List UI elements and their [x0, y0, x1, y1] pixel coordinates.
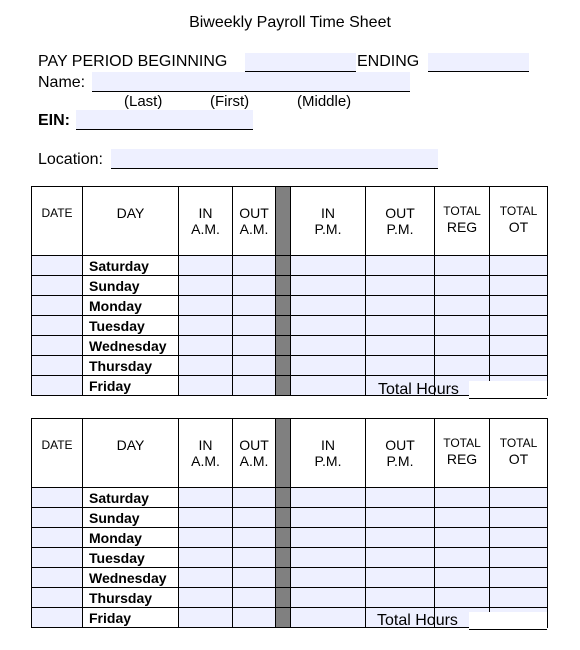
- ein-field[interactable]: [76, 110, 253, 130]
- out-pm-cell[interactable]: [366, 296, 435, 316]
- name-label: Name:: [38, 74, 86, 91]
- out-am-cell[interactable]: [233, 608, 276, 628]
- in-pm-cell[interactable]: [291, 488, 366, 508]
- total-ot-cell[interactable]: [490, 356, 548, 376]
- col-day: DAY: [83, 419, 179, 488]
- date-cell[interactable]: [32, 588, 83, 608]
- in-am-cell[interactable]: [179, 336, 233, 356]
- out-am-cell[interactable]: [233, 276, 276, 296]
- in-am-cell[interactable]: [179, 608, 233, 628]
- in-am-cell[interactable]: [179, 568, 233, 588]
- date-cell[interactable]: [32, 316, 83, 336]
- separator-cell: [276, 528, 291, 548]
- date-cell[interactable]: [32, 568, 83, 588]
- table-header-row: [32, 187, 548, 256]
- in-pm-cell[interactable]: [291, 568, 366, 588]
- name-first-label: (First): [210, 93, 250, 110]
- location-field[interactable]: [111, 149, 438, 169]
- in-pm-cell[interactable]: [291, 508, 366, 528]
- col-total-reg: TOTAL REG: [435, 187, 490, 256]
- total-reg-cell[interactable]: [435, 256, 490, 276]
- separator-cell: [276, 548, 291, 568]
- total-ot-cell[interactable]: [490, 548, 548, 568]
- in-pm-cell[interactable]: [291, 356, 366, 376]
- table-row: [32, 568, 548, 588]
- total-reg-cell[interactable]: [435, 568, 490, 588]
- total-reg-cell[interactable]: [435, 548, 490, 568]
- separator-cell: [276, 608, 291, 628]
- in-pm-cell[interactable]: [291, 608, 366, 628]
- day-label: Wednesday: [83, 568, 179, 588]
- page-title: Biweekly Payroll Time Sheet: [189, 14, 391, 31]
- out-pm-cell[interactable]: [366, 276, 435, 296]
- out-am-cell[interactable]: [233, 548, 276, 568]
- in-pm-cell[interactable]: [291, 256, 366, 276]
- out-pm-cell[interactable]: [366, 548, 435, 568]
- total-reg-cell[interactable]: [435, 316, 490, 336]
- timesheet-table-week-1: [31, 186, 548, 396]
- table-row: [32, 488, 548, 508]
- separator-cell: [276, 276, 291, 296]
- total-ot-cell[interactable]: [490, 316, 548, 336]
- out-pm-cell[interactable]: [366, 488, 435, 508]
- date-cell[interactable]: [32, 256, 83, 276]
- in-am-cell[interactable]: [179, 376, 233, 396]
- date-cell[interactable]: [32, 608, 83, 628]
- total-hours-label-week-1: Total Hours: [378, 381, 459, 398]
- timesheet-table-week-2: [31, 418, 548, 628]
- separator-cell: [276, 376, 291, 396]
- out-am-cell[interactable]: [233, 336, 276, 356]
- in-am-cell[interactable]: [179, 296, 233, 316]
- out-pm-cell[interactable]: [366, 588, 435, 608]
- col-total-reg: TOTAL REG: [435, 419, 490, 488]
- separator-cell: [276, 588, 291, 608]
- total-hours-field-week-2[interactable]: [469, 612, 547, 630]
- in-am-cell[interactable]: [179, 488, 233, 508]
- out-pm-cell[interactable]: [366, 356, 435, 376]
- out-am-cell[interactable]: [233, 356, 276, 376]
- table-row: [32, 256, 548, 276]
- date-cell[interactable]: [32, 296, 83, 316]
- day-label: Friday: [83, 608, 179, 628]
- date-cell[interactable]: [32, 336, 83, 356]
- name-middle-label: (Middle): [297, 93, 352, 110]
- col-out-pm: OUT P.M.: [366, 419, 435, 488]
- out-pm-cell[interactable]: [366, 256, 435, 276]
- out-pm-cell[interactable]: [366, 508, 435, 528]
- day-label: Sunday: [83, 276, 179, 296]
- col-in-am: IN A.M.: [179, 419, 233, 488]
- col-day: DAY: [83, 187, 179, 256]
- out-pm-cell[interactable]: [366, 568, 435, 588]
- ein-label: EIN:: [38, 112, 70, 129]
- col-out-am: OUT A.M.: [233, 419, 276, 488]
- total-ot-cell[interactable]: [490, 256, 548, 276]
- out-am-cell[interactable]: [233, 376, 276, 396]
- in-pm-cell[interactable]: [291, 528, 366, 548]
- total-reg-cell[interactable]: [435, 296, 490, 316]
- in-pm-cell[interactable]: [291, 296, 366, 316]
- day-label: Saturday: [83, 256, 179, 276]
- out-am-cell[interactable]: [233, 256, 276, 276]
- date-cell[interactable]: [32, 548, 83, 568]
- day-label: Saturday: [83, 488, 179, 508]
- day-label: Wednesday: [83, 336, 179, 356]
- table-row: [32, 548, 548, 568]
- in-pm-cell[interactable]: [291, 548, 366, 568]
- col-total-ot: TOTAL OT: [490, 187, 548, 256]
- in-am-cell[interactable]: [179, 548, 233, 568]
- in-am-cell[interactable]: [179, 588, 233, 608]
- pay-period-end-field[interactable]: [428, 53, 529, 72]
- total-ot-cell[interactable]: [490, 508, 548, 528]
- column-separator: [276, 419, 291, 488]
- date-cell[interactable]: [32, 356, 83, 376]
- in-pm-cell[interactable]: [291, 376, 366, 396]
- in-am-cell[interactable]: [179, 356, 233, 376]
- total-reg-cell[interactable]: [435, 336, 490, 356]
- out-pm-cell[interactable]: [366, 316, 435, 336]
- out-am-cell[interactable]: [233, 488, 276, 508]
- total-reg-cell[interactable]: [435, 588, 490, 608]
- table-row: [32, 528, 548, 548]
- out-pm-cell[interactable]: [366, 528, 435, 548]
- in-am-cell[interactable]: [179, 276, 233, 296]
- out-am-cell[interactable]: [233, 588, 276, 608]
- out-am-cell[interactable]: [233, 508, 276, 528]
- col-out-am: OUT A.M.: [233, 187, 276, 256]
- separator-cell: [276, 256, 291, 276]
- in-pm-cell[interactable]: [291, 316, 366, 336]
- total-reg-cell[interactable]: [435, 356, 490, 376]
- total-ot-cell[interactable]: [490, 276, 548, 296]
- date-cell[interactable]: [32, 528, 83, 548]
- table-header-row: [32, 419, 548, 488]
- total-hours-field-week-1[interactable]: [469, 381, 547, 399]
- in-pm-cell[interactable]: [291, 336, 366, 356]
- table-row: [32, 508, 548, 528]
- table-row: [32, 296, 548, 316]
- date-cell[interactable]: [32, 376, 83, 396]
- date-cell[interactable]: [32, 488, 83, 508]
- date-cell[interactable]: [32, 508, 83, 528]
- table-row: [32, 356, 548, 376]
- name-field[interactable]: [92, 72, 410, 92]
- col-in-pm: IN P.M.: [291, 187, 366, 256]
- total-hours-label-week-2: Total Hours: [377, 612, 458, 629]
- col-date: DATE: [32, 419, 83, 488]
- day-label: Monday: [83, 296, 179, 316]
- day-label: Tuesday: [83, 316, 179, 336]
- column-separator: [276, 187, 291, 256]
- total-ot-cell[interactable]: [490, 588, 548, 608]
- in-am-cell[interactable]: [179, 508, 233, 528]
- col-out-pm: OUT P.M.: [366, 187, 435, 256]
- ending-label: ENDING: [357, 53, 420, 70]
- day-label: Thursday: [83, 356, 179, 376]
- day-label: Sunday: [83, 508, 179, 528]
- out-am-cell[interactable]: [233, 296, 276, 316]
- separator-cell: [276, 336, 291, 356]
- name-last-label: (Last): [124, 93, 163, 110]
- total-ot-cell[interactable]: [490, 568, 548, 588]
- out-am-cell[interactable]: [233, 568, 276, 588]
- separator-cell: [276, 488, 291, 508]
- total-ot-cell[interactable]: [490, 336, 548, 356]
- in-pm-cell[interactable]: [291, 588, 366, 608]
- day-label: Monday: [83, 528, 179, 548]
- location-label: Location:: [38, 151, 103, 168]
- in-am-cell[interactable]: [179, 256, 233, 276]
- table-row: [32, 336, 548, 356]
- separator-cell: [276, 568, 291, 588]
- total-reg-cell[interactable]: [435, 528, 490, 548]
- col-in-am: IN A.M.: [179, 187, 233, 256]
- in-am-cell[interactable]: [179, 316, 233, 336]
- table-row: [32, 276, 548, 296]
- total-reg-cell[interactable]: [435, 488, 490, 508]
- separator-cell: [276, 356, 291, 376]
- table-row: [32, 316, 548, 336]
- col-in-pm: IN P.M.: [291, 419, 366, 488]
- total-ot-cell[interactable]: [490, 296, 548, 316]
- total-ot-cell[interactable]: [490, 488, 548, 508]
- total-reg-cell[interactable]: [435, 508, 490, 528]
- separator-cell: [276, 296, 291, 316]
- separator-cell: [276, 316, 291, 336]
- day-label: Tuesday: [83, 548, 179, 568]
- col-date: DATE: [32, 187, 83, 256]
- in-pm-cell[interactable]: [291, 276, 366, 296]
- pay-period-begin-field[interactable]: [245, 53, 356, 72]
- table-row: [32, 588, 548, 608]
- separator-cell: [276, 508, 291, 528]
- out-am-cell[interactable]: [233, 316, 276, 336]
- total-reg-cell[interactable]: [435, 276, 490, 296]
- day-label: Thursday: [83, 588, 179, 608]
- col-total-ot: TOTAL OT: [490, 419, 548, 488]
- day-label: Friday: [83, 376, 179, 396]
- out-am-cell[interactable]: [233, 528, 276, 548]
- in-am-cell[interactable]: [179, 528, 233, 548]
- pay-period-label: PAY PERIOD BEGINNING: [38, 53, 228, 70]
- out-pm-cell[interactable]: [366, 336, 435, 356]
- date-cell[interactable]: [32, 276, 83, 296]
- total-ot-cell[interactable]: [490, 528, 548, 548]
